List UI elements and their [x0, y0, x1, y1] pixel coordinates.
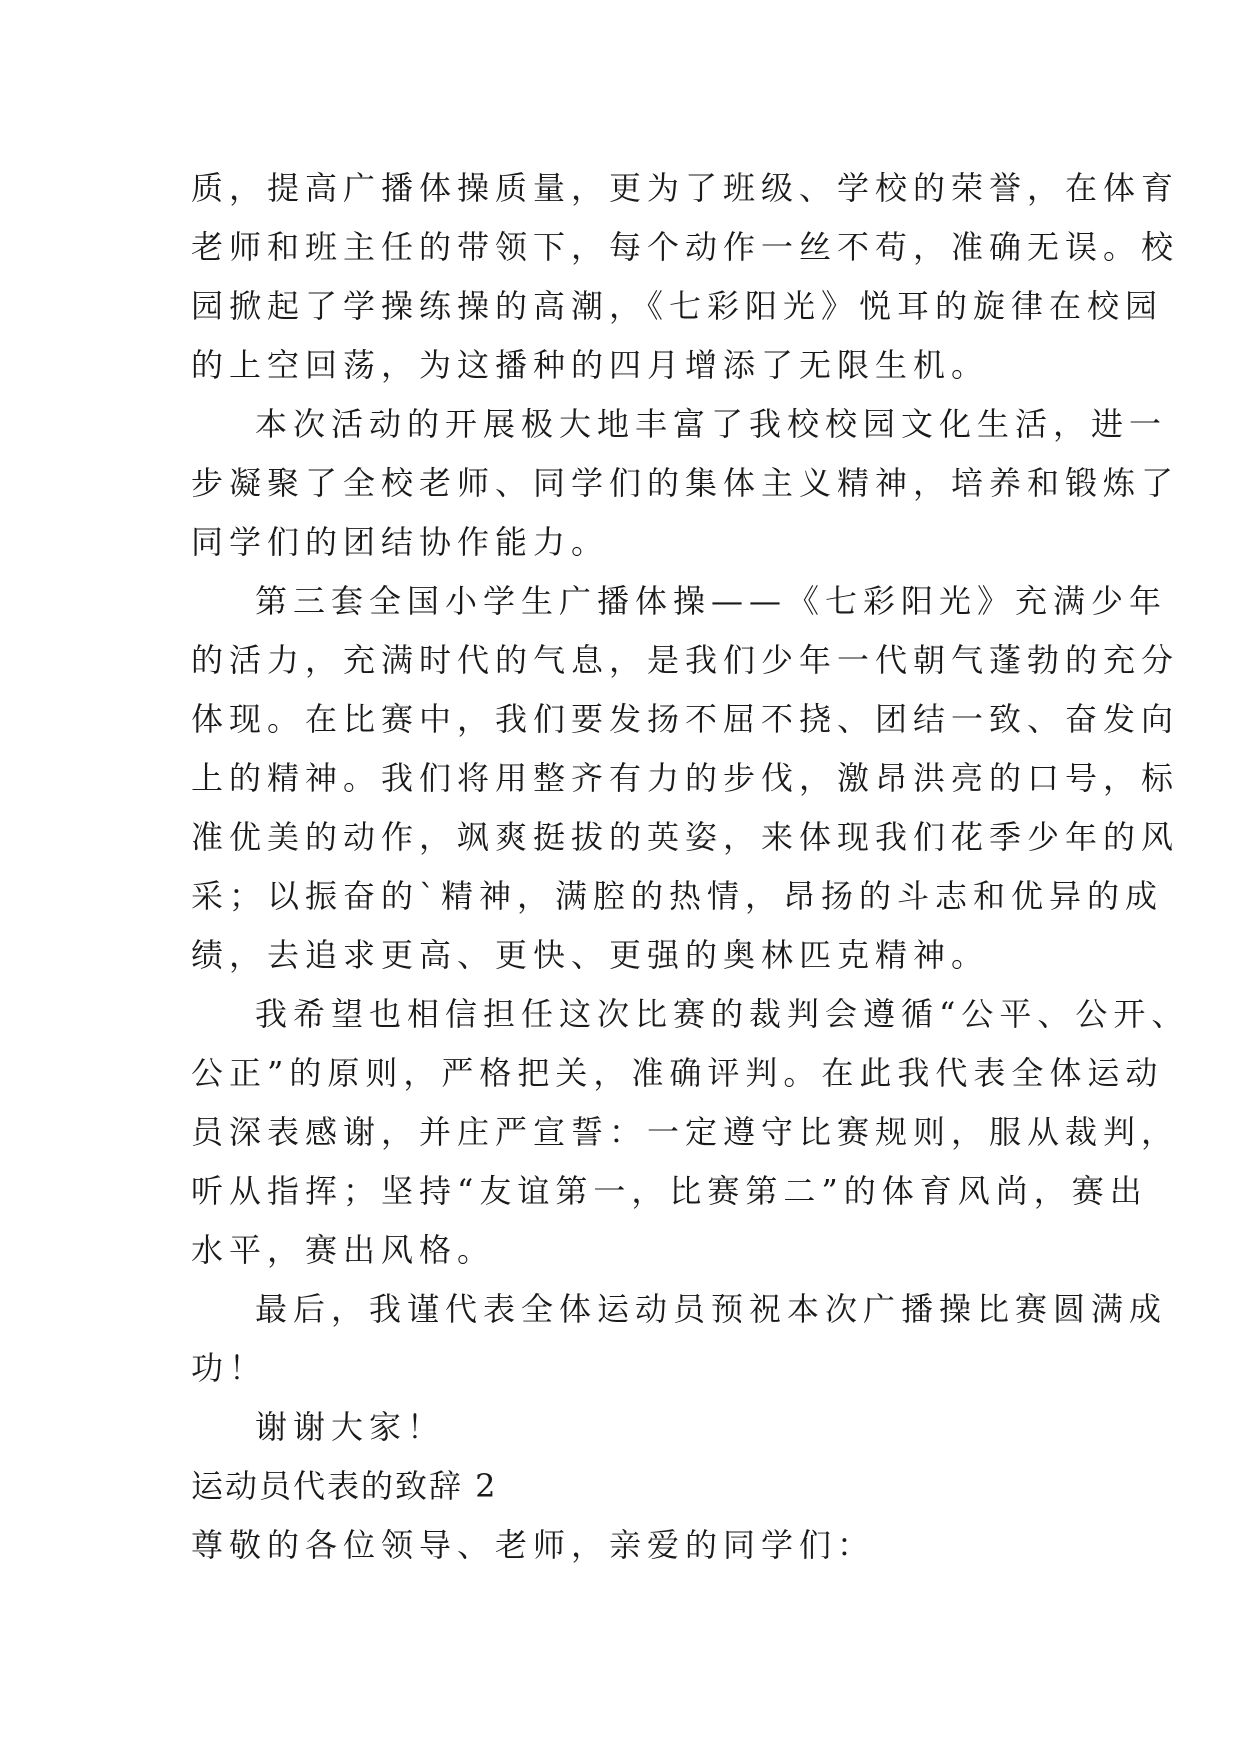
text-line: 上的精神。我们将用整齐有力的步伐，激昂洪亮的口号，标 — [191, 759, 1180, 797]
text-line: 步凝聚了全校老师、同学们的集体主义精神，培养和锻炼了 — [191, 464, 1180, 502]
text-line: 质，提高广播体操质量，更为了班级、学校的荣誉，在体育 — [191, 169, 1180, 207]
closing-thanks: 谢谢大家！ — [255, 1408, 446, 1446]
text-line: 园掀起了学操练操的高潮，《七彩阳光》悦耳的旋律在校园 — [191, 287, 1164, 325]
salutation: 尊敬的各位领导、老师，亲爱的同学们： — [191, 1526, 876, 1564]
text-line: 的上空回荡，为这播种的四月增添了无限生机。 — [191, 346, 990, 384]
text-line: 员深表感谢，并庄严宣誓：一定遵守比赛规则，服从裁判， — [191, 1113, 1180, 1151]
paragraph-start: 本次活动的开展极大地丰富了我校校园文化生活，进一 — [255, 405, 1168, 443]
section-heading: 运动员代表的致辞 2 — [191, 1467, 498, 1505]
paragraph-start: 第三套全国小学生广播体操——《七彩阳光》充满少年 — [255, 582, 1168, 620]
text-line: 听从指挥；坚持“友谊第一，比赛第二”的体育风尚，赛出 — [191, 1172, 1148, 1210]
paragraph-start: 我希望也相信担任这次比赛的裁判会遵循“公平、公开、 — [255, 995, 1190, 1033]
text-line: 同学们的团结协作能力。 — [191, 523, 610, 561]
text-line: 公正”的原则，严格把关，准确评判。在此我代表全体运动 — [191, 1054, 1164, 1092]
paragraph-start: 最后，我谨代表全体运动员预祝本次广播操比赛圆满成 — [255, 1290, 1168, 1328]
text-line: 的活力，充满时代的气息，是我们少年一代朝气蓬勃的充分 — [191, 641, 1180, 679]
text-line: 体现。在比赛中，我们要发扬不屈不挠、团结一致、奋发向 — [191, 700, 1180, 738]
text-line: 老师和班主任的带领下，每个动作一丝不苟，准确无误。校 — [191, 228, 1180, 266]
text-line: 准优美的动作，飒爽挺拔的英姿，来体现我们花季少年的风 — [191, 818, 1180, 856]
text-line: 绩，去追求更高、更快、更强的奥林匹克精神。 — [191, 936, 990, 974]
text-line: 功！ — [191, 1349, 268, 1387]
text-line: 水平，赛出风格。 — [191, 1231, 496, 1269]
text-line: 采；以振奋的`精神，满腔的热情，昂扬的斗志和优异的成 — [191, 877, 1164, 915]
